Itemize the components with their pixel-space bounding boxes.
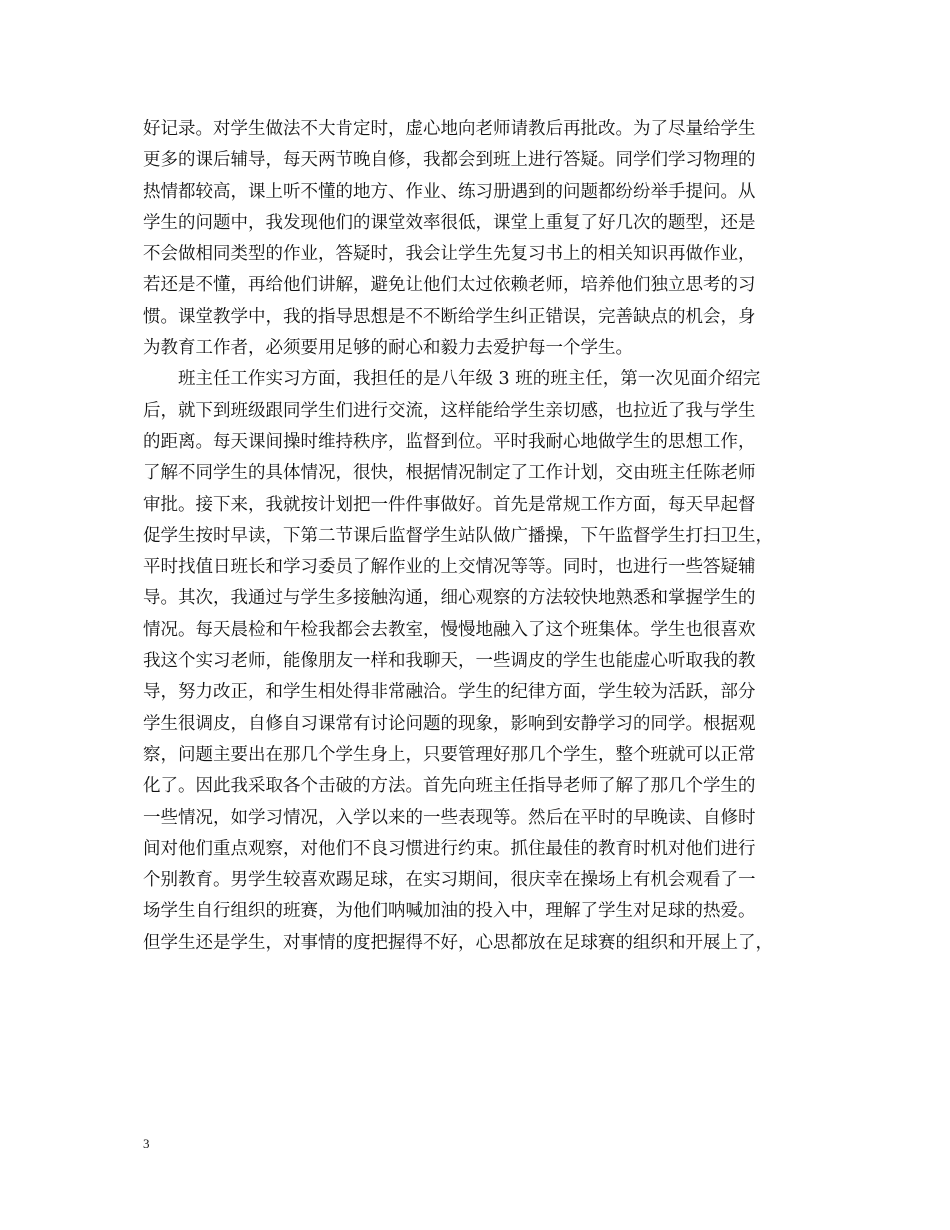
body-text (143, 114, 818, 959)
text-line: 学生很调皮，自修自习课常有讨论问题的现象，影响到安静学习的同学。根据观 (143, 713, 756, 734)
text-line: 间对他们重点观察，对他们不良习惯进行约束。抓住最佳的教育时机对他们进行 (143, 838, 756, 859)
text-line: 为教育工作者，必须要用足够的耐心和毅力去爱护每一个学生。 (143, 338, 633, 359)
text-line: 导。其次，我通过与学生多接触沟通，细心观察的方法较快地熟悉和掌握学生的 (143, 588, 756, 609)
text-line: 个别教育。男学生较喜欢踢足球，在实习期间，很庆幸在操场上有机会观看了一 (143, 870, 756, 891)
text-line: 学生的问题中，我发现他们的课堂效率很低，课堂上重复了好几次的题型，还是 (143, 212, 756, 233)
text-line: 若还是不懂，再给他们讲解，避免让他们太过依赖老师，培养他们独立思考的习 (143, 275, 756, 296)
text-line: 但学生还是学生，对事情的度把握得不好，心思都放在足球赛的组织和开展上了， (143, 932, 773, 953)
text-line: 的距离。每天课间操时维持秩序，监督到位。平时我耐心地做学生的思想工作， (143, 431, 756, 452)
text-line: 热情都较高，课上听不懂的地方、作业、练习册遇到的问题都纷纷举手提问。从 (143, 181, 756, 202)
text-line: 审批。接下来，我就按计划把一件件事做好。首先是常规工作方面，每天早起督 (143, 494, 756, 515)
text-line: 我这个实习老师，能像朋友一样和我聊天，一些调皮的学生也能虚心听取我的教 (143, 651, 756, 672)
text-line: 促学生按时早读，下第二节课后监督学生站队做广播操，下午监督学生打扫卫生， (143, 525, 773, 546)
text-line: 情况。每天晨检和午检我都会去教室，慢慢地融入了这个班集体。学生也很喜欢 (143, 619, 756, 640)
text-line: 平时找值日班长和学习委员了解作业的上交情况等等。同时，也进行一些答疑辅 (143, 557, 756, 578)
text-line: 化了。因此我采取各个击破的方法。首先向班主任指导老师了解了那几个学生的 (143, 776, 756, 797)
text-line: 不会做相同类型的作业，答疑时，我会让学生先复习书上的相关知识再做作业， (143, 244, 756, 265)
text-line: 察，问题主要出在那几个学生身上，只要管理好那几个学生，整个班就可以正常 (143, 744, 756, 765)
text-line: 场学生自行组织的班赛，为他们呐喊加油的投入中，理解了学生对足球的热爱。 (143, 901, 756, 922)
text-line: 了解不同学生的具体情况，很快，根据情况制定了工作计划，交由班主任陈老师 (143, 463, 756, 484)
text-line: 更多的课后辅导，每天两节晚自修，我都会到班上进行答疑。同学们学习物理的 (143, 150, 756, 171)
text-line: 惯。课堂教学中，我的指导思想是不不断给学生纠正错误，完善缺点的机会，身 (143, 306, 756, 327)
text-line: 班主任工作实习方面，我担任的是八年级 3 班的班主任，第一次见面介绍完 (143, 369, 761, 390)
text-line: 一些情况，如学习情况，入学以来的一些表现等。然后在平时的早晚读、自修时 (143, 807, 756, 828)
text-line: 好记录。对学生做法不大肯定时，虚心地向老师请教后再批改。为了尽量给学生 (143, 119, 756, 139)
text-line: 导，努力改正，和学生相处得非常融洽。学生的纪律方面，学生较为活跃，部分 (143, 682, 756, 703)
text-line: 后，就下到班级跟同学生们进行交流，这样能给学生亲切感，也拉近了我与学生 (143, 400, 756, 421)
page-number: 3 (143, 1136, 150, 1151)
